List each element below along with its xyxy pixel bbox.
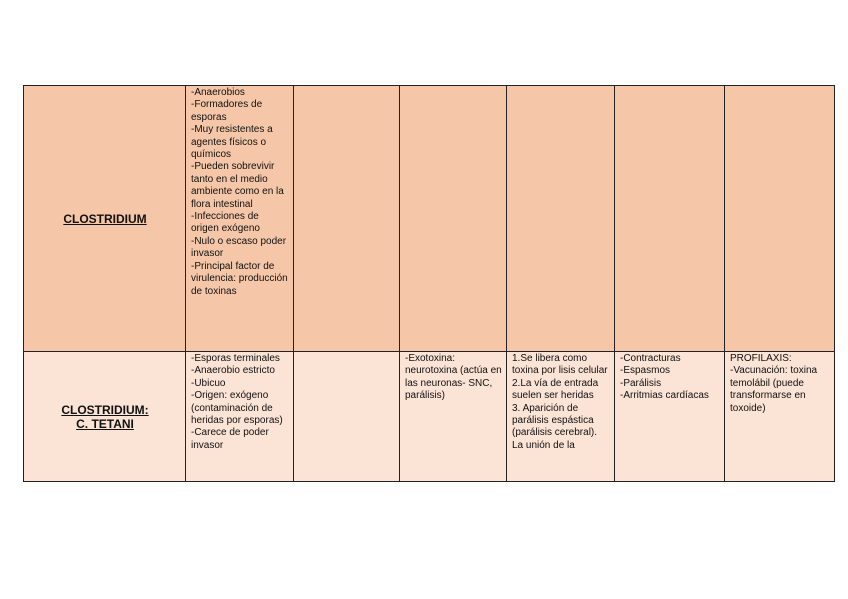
list-item: -Exotoxina: neurotoxina (actúa en las neuronas- SNC, parálisis) [405, 353, 502, 402]
characteristics-cell [186, 352, 294, 482]
prophylaxis-cell [725, 352, 835, 482]
list-item: -Muy resistentes a agentes físicos o químicos [191, 124, 273, 161]
list-item: -Contracturas [620, 353, 681, 364]
symptoms-cell [615, 352, 725, 482]
list-item: 1.Se libera como toxina por lisis celular [512, 353, 608, 377]
list-item: -Esporas terminales [191, 353, 280, 364]
list-item: -Anaerobios [191, 87, 245, 98]
list-item: -Anaerobio estricto [191, 365, 275, 377]
clostridium-table [23, 85, 835, 482]
table-row [24, 352, 835, 482]
list-item: -Nulo o escaso poder invasor [191, 235, 287, 260]
row-title: CLOSTRIDIUM [63, 212, 147, 226]
list-item: -Arritmias cardíacas [620, 390, 709, 402]
pathogenesis-cell [507, 352, 615, 482]
characteristics-cell [186, 86, 294, 352]
empty-cell [294, 352, 400, 482]
list-item: -Formadores de esporas [191, 99, 263, 123]
row-subtitle: C. TETANI [76, 417, 134, 431]
list-item: -Ubicuo [191, 377, 226, 389]
toxin-cell [400, 352, 507, 482]
list-item: -Espasmos [620, 365, 671, 377]
list-item: -Infecciones de origen exógeno [191, 211, 260, 235]
row-title-cell [24, 352, 186, 482]
row-title: CLOSTRIDIUM: [61, 403, 149, 417]
empty-cell [725, 86, 835, 352]
empty-cell [615, 86, 725, 352]
table-row [24, 86, 835, 352]
list-item: PROFILAXIS: [730, 353, 792, 364]
list-item: 3. Aparición de parálisis espástica (parálisis cerebral). La unión de la [512, 402, 598, 451]
list-item: -Pueden sobrevivir tanto en el medio ambiente como en la flora intestinal [191, 161, 284, 210]
list-item: -Principal factor de virulencia: producción de toxinas [191, 260, 288, 297]
list-item: -Carece de poder invasor [191, 427, 269, 451]
list-item: 2.La vía de entrada suelen ser heridas [512, 377, 599, 402]
row-title-cell [24, 86, 186, 352]
list-item: -Vacunación: toxina temolábil (puede transformarse en toxoide) [730, 365, 818, 414]
list-item: -Parálisis [620, 377, 662, 389]
empty-cell [294, 86, 400, 352]
empty-cell [400, 86, 507, 352]
empty-cell [507, 86, 615, 352]
list-item: -Origen: exógeno (contaminación de heridas por esporas) [191, 390, 283, 427]
